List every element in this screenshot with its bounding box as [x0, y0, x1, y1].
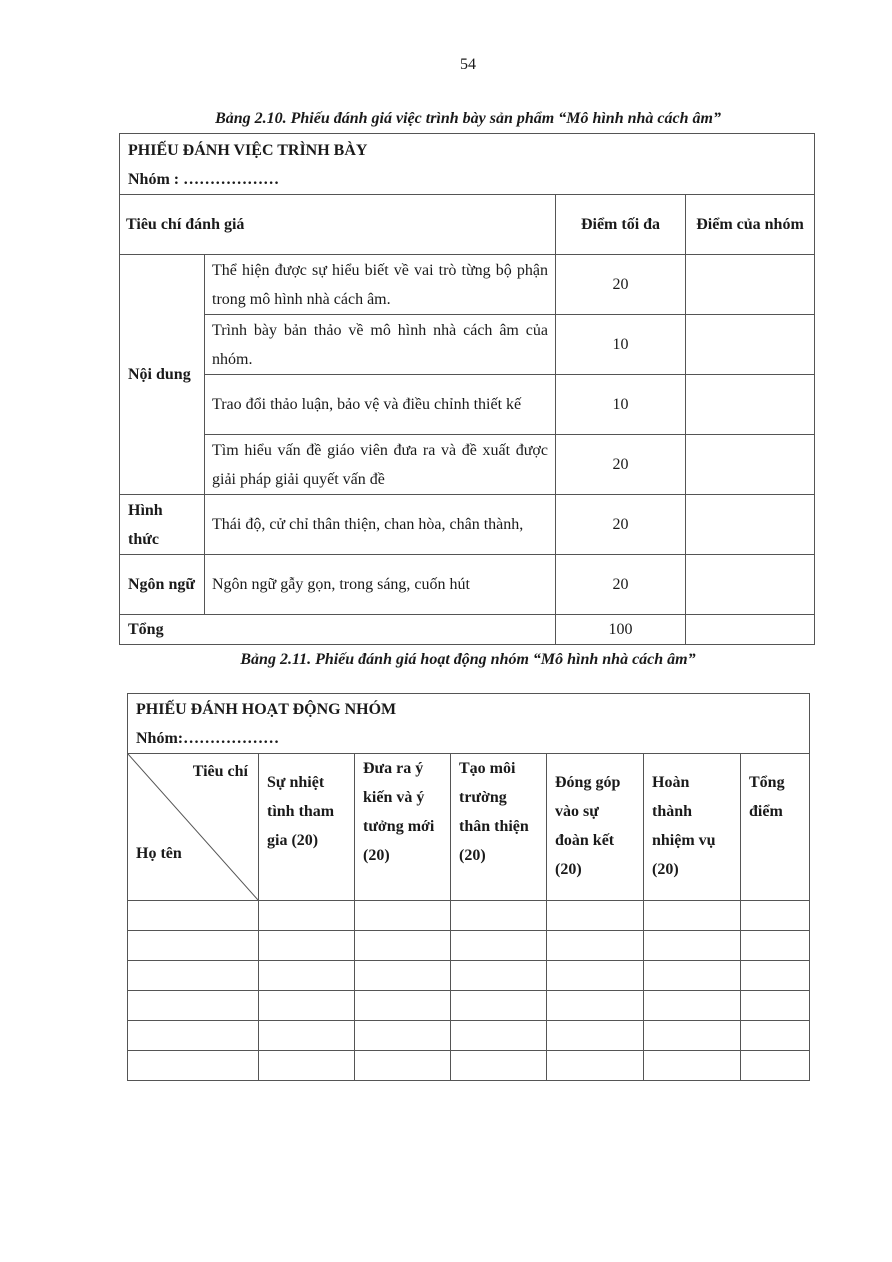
group-score-header: Điểm của nhóm [686, 195, 815, 255]
score-cell[interactable] [547, 961, 644, 991]
max-score-cell: 20 [556, 555, 686, 615]
form-title-cell [128, 694, 810, 754]
max-score-cell: 20 [556, 435, 686, 495]
content-group-label: Nội dung [120, 255, 205, 495]
score-cell[interactable] [644, 1021, 741, 1051]
group-score-cell[interactable] [686, 315, 815, 375]
score-cell[interactable] [547, 1021, 644, 1051]
criteria-corner-label: Tiêu chí [192, 763, 248, 780]
table-row [128, 991, 810, 1021]
criteria-header: Tiêu chí đánh giá [120, 195, 556, 255]
form-title: PHIẾU ĐÁNH HOẠT ĐỘNG NHÓM [136, 701, 397, 718]
table-row [120, 255, 815, 315]
group-score-cell[interactable] [686, 255, 815, 315]
column-header-environment: Tạo môi trường thân thiện (20) [451, 754, 547, 901]
table-row [120, 435, 815, 495]
total-cell[interactable] [741, 961, 810, 991]
score-cell[interactable] [451, 901, 547, 931]
table-row [128, 1021, 810, 1051]
name-cell[interactable] [128, 931, 259, 961]
form-title: PHIẾU ĐÁNH VIỆC TRÌNH BÀY [128, 142, 368, 159]
score-cell[interactable] [451, 931, 547, 961]
page-number: 54 [460, 56, 476, 73]
name-cell[interactable] [128, 1051, 259, 1081]
table-2-11-caption: Bảng 2.11. Phiếu đánh giá hoạt động nhóm “Mô hình nhà cách âm” [240, 651, 696, 668]
score-cell[interactable] [259, 931, 355, 961]
group-activity-evaluation-table [127, 693, 810, 1081]
table-row [120, 375, 815, 435]
table-row [128, 961, 810, 991]
table-row [128, 1051, 810, 1081]
score-cell[interactable] [355, 901, 451, 931]
total-label: Tổng [120, 615, 556, 645]
diagonal-header-cell [128, 754, 259, 901]
score-cell[interactable] [644, 901, 741, 931]
form-title-cell [120, 134, 815, 195]
name-cell[interactable] [128, 1021, 259, 1051]
column-header-total: Tổng điểm [741, 754, 810, 901]
language-group-label: Ngôn ngữ [120, 555, 205, 615]
criterion-cell: Thể hiện được sự hiểu biết về vai trò từng bộ phận trong mô hình nhà cách âm. [205, 255, 556, 315]
total-value: 100 [556, 615, 686, 645]
max-score-cell: 20 [556, 495, 686, 555]
criterion-cell: Tìm hiểu vấn đề giáo viên đưa ra và đề xuất được giải pháp giải quyết vấn đề [205, 435, 556, 495]
presentation-evaluation-table [119, 133, 815, 645]
table-row [120, 495, 815, 555]
total-cell[interactable] [741, 1051, 810, 1081]
column-header-ideas: Đưa ra ý kiến và ý tưởng mới (20) [355, 754, 451, 901]
score-cell[interactable] [355, 1021, 451, 1051]
total-cell[interactable] [741, 931, 810, 961]
score-cell[interactable] [259, 1051, 355, 1081]
criterion-cell: Thái độ, cử chỉ thân thiện, chan hòa, chân thành, [205, 495, 556, 555]
group-name-line: Nhóm : ……………… [128, 171, 280, 188]
group-name-line: Nhóm:……………… [136, 730, 280, 747]
score-cell[interactable] [259, 1021, 355, 1051]
group-score-cell[interactable] [686, 495, 815, 555]
score-cell[interactable] [644, 931, 741, 961]
score-cell[interactable] [451, 961, 547, 991]
name-cell[interactable] [128, 961, 259, 991]
criterion-cell: Trao đổi thảo luận, bảo vệ và điều chỉnh thiết kế [205, 375, 556, 435]
total-cell[interactable] [741, 901, 810, 931]
score-cell[interactable] [547, 1051, 644, 1081]
table-row [120, 555, 815, 615]
group-score-cell[interactable] [686, 435, 815, 495]
total-cell[interactable] [741, 1021, 810, 1051]
criterion-cell: Ngôn ngữ gẫy gọn, trong sáng, cuốn hút [205, 555, 556, 615]
score-cell[interactable] [259, 901, 355, 931]
score-cell[interactable] [355, 1051, 451, 1081]
table-row [128, 901, 810, 931]
score-cell[interactable] [547, 991, 644, 1021]
column-header-solidarity: Đóng góp vào sự đoàn kết (20) [547, 754, 644, 901]
table-row [128, 931, 810, 961]
name-cell[interactable] [128, 991, 259, 1021]
score-cell[interactable] [451, 991, 547, 1021]
score-cell[interactable] [451, 1051, 547, 1081]
total-group-score-cell[interactable] [686, 615, 815, 645]
column-header-task-completion: Hoàn thành nhiệm vụ (20) [644, 754, 741, 901]
score-cell[interactable] [355, 931, 451, 961]
max-score-cell: 10 [556, 315, 686, 375]
score-cell[interactable] [547, 901, 644, 931]
group-score-cell[interactable] [686, 375, 815, 435]
criterion-cell: Trình bày bản thảo về mô hình nhà cách âm của nhóm. [205, 315, 556, 375]
score-cell[interactable] [644, 961, 741, 991]
score-cell[interactable] [355, 961, 451, 991]
score-cell[interactable] [259, 961, 355, 991]
score-cell[interactable] [259, 991, 355, 1021]
score-cell[interactable] [644, 991, 741, 1021]
score-cell[interactable] [547, 931, 644, 961]
max-score-header: Điểm tối đa [556, 195, 686, 255]
max-score-cell: 20 [556, 255, 686, 315]
max-score-cell: 10 [556, 375, 686, 435]
total-row [120, 615, 815, 645]
table-row [120, 315, 815, 375]
score-cell[interactable] [644, 1051, 741, 1081]
name-corner-label: Họ tên [136, 845, 182, 862]
score-cell[interactable] [451, 1021, 547, 1051]
group-score-cell[interactable] [686, 555, 815, 615]
table-2-10-caption: Bảng 2.10. Phiếu đánh giá việc trình bày sản phẩm “Mô hình nhà cách âm” [215, 110, 721, 127]
name-cell[interactable] [128, 901, 259, 931]
column-header-enthusiasm: Sự nhiệt tình tham gia (20) [259, 754, 355, 901]
score-cell[interactable] [355, 991, 451, 1021]
form-group-label: Hình thức [120, 495, 205, 555]
total-cell[interactable] [741, 991, 810, 1021]
